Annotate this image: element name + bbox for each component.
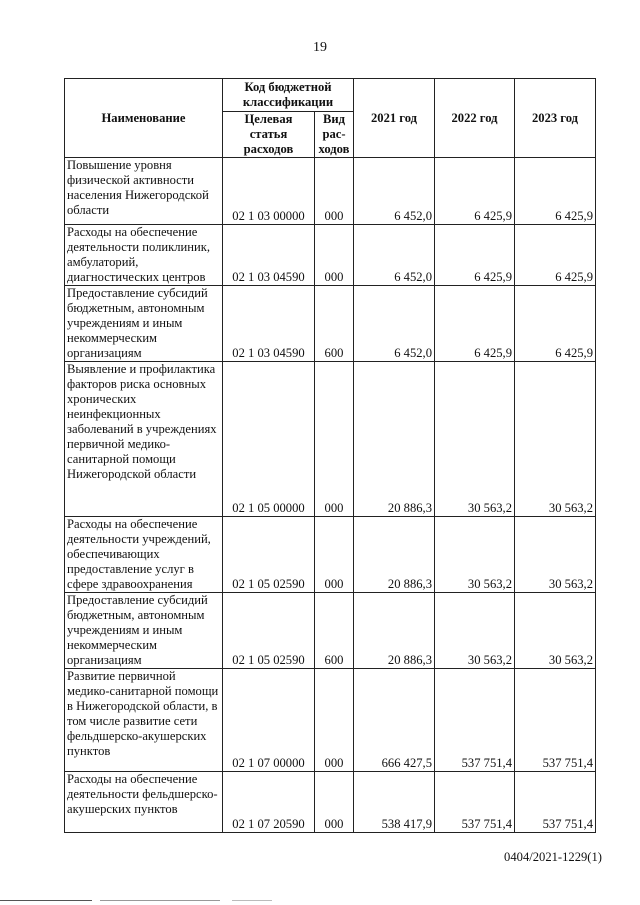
budget-table	[64, 78, 596, 833]
row-name: Повышение уровня физической активности населения Нижегородской области	[65, 158, 223, 225]
row-value-2021: 538 417,9	[354, 772, 435, 833]
row-kind-code: 000	[315, 225, 354, 286]
row-value-2022: 537 751,4	[435, 669, 515, 772]
row-value-2023: 6 425,9	[515, 286, 596, 362]
header-code-group: Код бюджетной классификации	[223, 79, 354, 112]
row-kind-code: 000	[315, 772, 354, 833]
row-target-code: 02 1 03 04590	[223, 225, 315, 286]
row-value-2022: 6 425,9	[435, 225, 515, 286]
row-kind-code: 000	[315, 362, 354, 517]
row-kind-code: 600	[315, 593, 354, 669]
header-target: Целевая статья расходов	[223, 112, 315, 158]
row-value-2021: 6 452,0	[354, 286, 435, 362]
row-name: Расходы на обеспечение деятельности поликлиник, амбулаторий, диагностических центров	[65, 225, 223, 286]
row-target-code: 02 1 05 02590	[223, 593, 315, 669]
table-row	[65, 772, 596, 833]
row-target-code: 02 1 03 00000	[223, 158, 315, 225]
row-name: Выявление и профилактика факторов риска основных хронических неинфекционных заболеваний в учреждениях первичной медико-санитарной помощи Нижегородской области	[65, 362, 223, 517]
table-row	[65, 517, 596, 593]
row-value-2023: 6 425,9	[515, 225, 596, 286]
row-target-code: 02 1 07 00000	[223, 669, 315, 772]
header-name: Наименование	[65, 79, 223, 158]
header-2022: 2022 год	[435, 79, 515, 158]
row-target-code: 02 1 05 00000	[223, 362, 315, 517]
row-value-2022: 30 563,2	[435, 593, 515, 669]
row-value-2023: 537 751,4	[515, 772, 596, 833]
bottom-rule	[0, 900, 92, 901]
document-code: 0404/2021-1229(1)	[504, 850, 602, 864]
row-value-2021: 666 427,5	[354, 669, 435, 772]
row-value-2023: 30 563,2	[515, 517, 596, 593]
row-value-2022: 6 425,9	[435, 158, 515, 225]
row-kind-code: 600	[315, 286, 354, 362]
table-row	[65, 286, 596, 362]
row-value-2022: 6 425,9	[435, 286, 515, 362]
table-body	[65, 158, 596, 833]
row-name: Развитие первичной медико-санитарной помощи в Нижегородской области, в том числе развитие сети фельдшерско-акушерских пунктов	[65, 669, 223, 772]
row-name: Предоставление субсидий бюджетным, автономным учреждениям и иным некоммерческим организациям	[65, 286, 223, 362]
row-value-2023: 30 563,2	[515, 362, 596, 517]
row-value-2021: 20 886,3	[354, 517, 435, 593]
header-2021: 2021 год	[354, 79, 435, 158]
row-target-code: 02 1 05 02590	[223, 517, 315, 593]
row-name: Расходы на обеспечение деятельности фельдшерско-акушерских пунктов	[65, 772, 223, 833]
bottom-rule	[100, 900, 220, 901]
row-value-2021: 6 452,0	[354, 225, 435, 286]
row-value-2022: 30 563,2	[435, 362, 515, 517]
bottom-rule	[232, 900, 272, 901]
row-target-code: 02 1 07 20590	[223, 772, 315, 833]
table-row	[65, 362, 596, 517]
row-value-2023: 30 563,2	[515, 593, 596, 669]
row-value-2023: 537 751,4	[515, 669, 596, 772]
row-value-2022: 537 751,4	[435, 772, 515, 833]
row-value-2021: 6 452,0	[354, 158, 435, 225]
row-kind-code: 000	[315, 517, 354, 593]
header-kind: Вид рас-ходов	[315, 112, 354, 158]
header-2023: 2023 год	[515, 79, 596, 158]
table-row	[65, 225, 596, 286]
row-name: Предоставление субсидий бюджетным, автономным учреждениям и иным некоммерческим организациям	[65, 593, 223, 669]
row-value-2021: 20 886,3	[354, 362, 435, 517]
row-kind-code: 000	[315, 669, 354, 772]
row-value-2021: 20 886,3	[354, 593, 435, 669]
row-kind-code: 000	[315, 158, 354, 225]
table-row	[65, 158, 596, 225]
row-target-code: 02 1 03 04590	[223, 286, 315, 362]
table-row	[65, 593, 596, 669]
row-name: Расходы на обеспечение деятельности учреждений, обеспечивающих предоставление услуг в сфере здравоохранения	[65, 517, 223, 593]
table-row	[65, 669, 596, 772]
row-value-2023: 6 425,9	[515, 158, 596, 225]
page-number: 19	[313, 40, 327, 55]
row-value-2022: 30 563,2	[435, 517, 515, 593]
